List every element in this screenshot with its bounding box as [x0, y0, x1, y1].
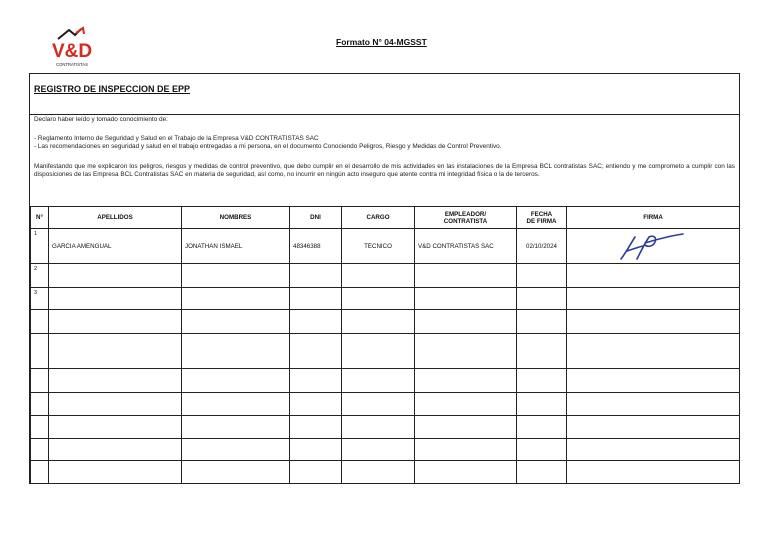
logo-text: V&D — [51, 41, 93, 62]
cell-fecha — [517, 264, 567, 288]
cell-empleador — [415, 334, 517, 369]
col-header-fecha-line1: FECHA — [530, 210, 553, 218]
cell-num — [31, 461, 49, 484]
cell-firma — [567, 393, 740, 416]
cell-nombres — [182, 439, 290, 461]
cell-firma — [567, 461, 740, 484]
cell-dni — [290, 310, 342, 334]
cell-num: 1 — [31, 229, 49, 264]
logo-roof-icon — [58, 29, 81, 39]
table-row — [31, 369, 740, 393]
commitment-statement: Manifestando que me explicaron los peligros, riesgos y medidas de control preventivo, que debo cumplir en el desarrollo de mis actividades en las instalaciones de la Empresa BCL contratistas SAC; entiendo y me comprometo a cumplir con las disposiciones de las Empresa BCL Contratistas SAC en materia de seguridad, así como, no incurrir en ningún acto inseguro que atente contra mi integridad física o la de terceros. — [34, 163, 735, 179]
table-row — [31, 288, 740, 310]
cell-cargo — [342, 439, 415, 461]
epp-table — [30, 206, 740, 484]
cell-empleador — [415, 461, 517, 484]
cell-nombres — [182, 264, 290, 288]
cell-apellidos: GARCIA AMENGUAL — [49, 229, 182, 264]
cell-dni: 48346388 — [290, 229, 342, 264]
cell-apellidos — [49, 288, 182, 310]
col-header-empleador-line1: EMPLEADOR/ — [444, 210, 487, 218]
cell-empleador — [415, 369, 517, 393]
form-title: REGISTRO DE INSPECCION DE EPP — [34, 84, 191, 94]
cell-firma — [567, 416, 740, 439]
cell-cargo — [342, 264, 415, 288]
cell-dni — [290, 288, 342, 310]
cell-cargo — [342, 369, 415, 393]
col-header-num: N° — [31, 207, 49, 229]
cell-firma — [567, 310, 740, 334]
cell-num — [31, 369, 49, 393]
cell-cargo — [342, 288, 415, 310]
cell-apellidos — [49, 264, 182, 288]
cell-cargo — [342, 310, 415, 334]
cell-num — [31, 393, 49, 416]
table-row — [31, 393, 740, 416]
cell-empleador — [415, 264, 517, 288]
cell-fecha — [517, 369, 567, 393]
recomendaciones-item: - Las recomendaciones en seguridad y salud en el trabajo entregadas a mi persona, en el documento Conociendo Peligros, Riesgo y Medidas de Control Preventivo. — [34, 143, 502, 150]
cell-num: 3 — [31, 288, 49, 310]
cell-cargo: TECNICO — [342, 229, 415, 264]
cell-dni — [290, 393, 342, 416]
cell-cargo — [342, 334, 415, 369]
cell-dni — [290, 416, 342, 439]
cell-empleador — [415, 439, 517, 461]
cell-num — [31, 334, 49, 369]
cell-apellidos — [49, 439, 182, 461]
col-header-nombres: NOMBRES — [182, 207, 290, 229]
cell-nombres — [182, 461, 290, 484]
cell-fecha — [517, 334, 567, 369]
cell-num — [31, 416, 49, 439]
cell-dni — [290, 369, 342, 393]
col-header-empleador-line2: CONTRATISTA — [443, 217, 488, 225]
form-frame — [29, 73, 740, 484]
cell-cargo — [342, 393, 415, 416]
cell-dni — [290, 264, 342, 288]
cell-firma — [567, 288, 740, 310]
cell-empleador — [415, 310, 517, 334]
table-row — [31, 229, 740, 264]
table-row — [31, 310, 740, 334]
cell-nombres — [182, 310, 290, 334]
cell-firma — [567, 439, 740, 461]
cell-empleador: V&D CONTRATISTAS SAC — [415, 229, 517, 264]
col-header-dni: DNI — [290, 207, 342, 229]
logo-subtext: CONTRATISTAS — [56, 62, 88, 67]
cell-dni — [290, 439, 342, 461]
cell-firma — [567, 369, 740, 393]
cell-nombres — [182, 393, 290, 416]
cell-fecha — [517, 393, 567, 416]
cell-apellidos — [49, 393, 182, 416]
col-header-firma: FIRMA — [567, 207, 740, 229]
cell-apellidos — [49, 334, 182, 369]
table-row — [31, 334, 740, 369]
table-row — [31, 461, 740, 484]
cell-nombres — [182, 288, 290, 310]
cell-num: 2 — [31, 264, 49, 288]
table-row — [31, 439, 740, 461]
cell-cargo — [342, 416, 415, 439]
cell-nombres: JONATHAN ISMAEL — [182, 229, 290, 264]
cell-fecha — [517, 288, 567, 310]
cell-dni — [290, 461, 342, 484]
cell-apellidos — [49, 369, 182, 393]
reglamento-item: - Reglamento Interno de Seguridad y Salud en el Trabajo de la Empresa V&D CONTRATISTAS SAC — [34, 135, 319, 142]
cell-nombres — [182, 334, 290, 369]
cell-apellidos — [49, 461, 182, 484]
cell-apellidos — [49, 310, 182, 334]
declaration-text: Declaro haber leído y tomado conocimiento de: — [34, 116, 168, 123]
cell-num — [31, 310, 49, 334]
cell-fecha — [517, 416, 567, 439]
title-row — [30, 74, 739, 115]
col-header-empleador — [415, 207, 517, 229]
cell-firma — [567, 229, 740, 264]
cell-fecha — [517, 439, 567, 461]
cell-num — [31, 439, 49, 461]
cell-nombres — [182, 369, 290, 393]
cell-firma — [567, 334, 740, 369]
table-row — [31, 264, 740, 288]
cell-cargo — [342, 461, 415, 484]
cell-fecha: 02/10/2024 — [517, 229, 567, 264]
col-header-fecha-line2: DE FIRMA — [526, 217, 557, 225]
cell-fecha — [517, 310, 567, 334]
cell-firma — [567, 264, 740, 288]
cell-empleador — [415, 416, 517, 439]
cell-empleador — [415, 288, 517, 310]
table-header-row — [31, 207, 740, 229]
format-code: Formato N° 04-MGSST — [336, 37, 427, 47]
col-header-fecha — [517, 207, 567, 229]
company-logo — [42, 25, 102, 69]
cell-empleador — [415, 393, 517, 416]
cell-apellidos — [49, 416, 182, 439]
cell-nombres — [182, 416, 290, 439]
table-row — [31, 416, 740, 439]
col-header-apellidos: APELLIDOS — [49, 207, 182, 229]
signature-image — [613, 229, 693, 263]
col-header-cargo: CARGO — [342, 207, 415, 229]
cell-dni — [290, 334, 342, 369]
cell-fecha — [517, 461, 567, 484]
